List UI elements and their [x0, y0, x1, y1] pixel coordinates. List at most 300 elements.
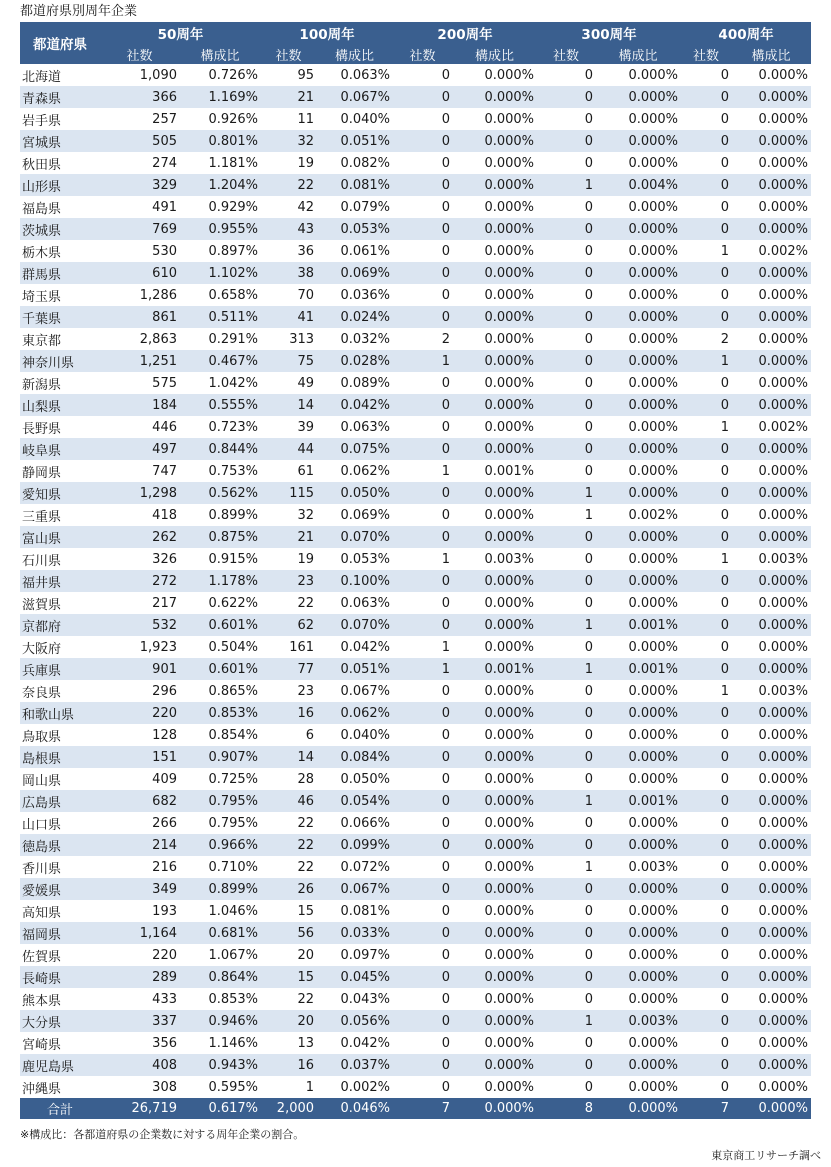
- ratio-cell: 0.000%: [484, 683, 535, 699]
- prefecture-name: 埼玉県: [22, 289, 62, 305]
- count-cell: 193: [152, 903, 177, 919]
- ratio-cell: 1.067%: [208, 947, 259, 963]
- count-cell: 23: [261, 570, 316, 592]
- count-cell: 366: [100, 86, 179, 108]
- ratio-cell: 0.070%: [316, 526, 393, 548]
- count-cell: 22: [261, 174, 316, 196]
- table-row: [20, 108, 811, 130]
- count-cell: 0: [393, 966, 452, 988]
- prefecture-name: 北海道: [22, 69, 62, 85]
- count-cell: 22: [297, 859, 315, 875]
- count-cell: 308: [152, 1079, 177, 1095]
- count-cell: 0: [393, 1010, 452, 1032]
- ratio-cell: 0.000%: [484, 639, 535, 655]
- count-cell: 1: [720, 243, 730, 259]
- ratio-cell: 0.622%: [208, 595, 259, 611]
- ratio-cell: 0.000%: [595, 1054, 681, 1076]
- anniversary-table: [20, 22, 811, 1119]
- ratio-cell: 0.000%: [484, 903, 535, 919]
- prefecture-name: 富山県: [20, 526, 100, 548]
- count-cell: 0: [537, 262, 595, 284]
- count-cell: 1: [584, 507, 594, 523]
- ratio-cell: 0.929%: [208, 199, 259, 215]
- table-row: [20, 878, 811, 900]
- ratio-cell: 0.467%: [179, 350, 261, 372]
- ratio-cell: 0.000%: [731, 174, 811, 196]
- count-cell: 0: [537, 570, 595, 592]
- count-cell: 75: [261, 350, 316, 372]
- count-cell: 0: [681, 570, 731, 592]
- header-group-100: 100周年: [261, 22, 393, 44]
- count-cell: 409: [152, 771, 177, 787]
- ratio-cell: 0.000%: [452, 1054, 537, 1076]
- ratio-cell: 0.000%: [595, 746, 681, 768]
- table-row: [20, 460, 811, 482]
- prefecture-name: 山梨県: [20, 394, 100, 416]
- count-cell: 0: [537, 130, 595, 152]
- count-cell: 0: [720, 1035, 730, 1051]
- ratio-cell: 0.000%: [595, 218, 681, 240]
- count-cell: 42: [297, 199, 315, 215]
- table-row: [20, 746, 811, 768]
- ratio-cell: 0.725%: [208, 771, 259, 787]
- table-row: [20, 504, 811, 526]
- count-cell: 26: [261, 878, 316, 900]
- prefecture-name: 新潟県: [22, 377, 62, 393]
- ratio-cell: 0.000%: [595, 306, 681, 328]
- prefecture-name: 鳥取県: [22, 729, 62, 745]
- ratio-cell: 1.146%: [208, 1035, 259, 1051]
- count-cell: 0: [393, 174, 452, 196]
- count-cell: 0: [681, 306, 731, 328]
- count-cell: 184: [100, 394, 179, 416]
- ratio-cell: 0.000%: [484, 419, 535, 435]
- table-row: [20, 64, 811, 86]
- ratio-cell: 0.070%: [316, 614, 393, 636]
- ratio-cell: 0.000%: [595, 394, 681, 416]
- ratio-cell: 0.069%: [316, 262, 393, 284]
- count-cell: 266: [152, 815, 177, 831]
- count-cell: 0: [720, 991, 730, 1007]
- table-row: [20, 922, 811, 944]
- ratio-cell: 0.000%: [484, 199, 535, 215]
- ratio-cell: 0.000%: [758, 287, 809, 303]
- count-cell: 1: [537, 614, 595, 636]
- ratio-cell: 0.000%: [758, 771, 809, 787]
- count-cell: 861: [100, 306, 179, 328]
- count-cell: 0: [681, 1054, 731, 1076]
- ratio-cell: 0.000%: [628, 419, 679, 435]
- count-cell: 0: [720, 771, 730, 787]
- ratio-cell: 0.001%: [595, 790, 681, 812]
- ratio-cell: 0.081%: [316, 174, 393, 196]
- table-row: [20, 1076, 811, 1098]
- count-cell: 0: [584, 947, 594, 963]
- count-cell: 15: [297, 903, 315, 919]
- count-cell: 11: [297, 111, 315, 127]
- ratio-cell: 0.056%: [316, 1010, 393, 1032]
- ratio-cell: 0.024%: [316, 306, 393, 328]
- count-cell: 77: [261, 658, 316, 680]
- ratio-cell: 0.000%: [758, 199, 809, 215]
- prefecture-name: 愛媛県: [20, 878, 100, 900]
- count-cell: 23: [297, 683, 315, 699]
- ratio-cell: 0.000%: [628, 639, 679, 655]
- count-cell: 21: [261, 86, 316, 108]
- prefecture-name: 和歌山県: [20, 702, 100, 724]
- table-row: [20, 284, 811, 306]
- count-cell: 329: [100, 174, 179, 196]
- table-row: [20, 526, 811, 548]
- ratio-cell: 0.000%: [758, 595, 809, 611]
- ratio-cell: 0.036%: [340, 287, 391, 303]
- count-cell: 46: [261, 790, 316, 812]
- count-cell: 16: [261, 702, 316, 724]
- count-cell: 16: [261, 1054, 316, 1076]
- count-cell: 0: [441, 683, 451, 699]
- ratio-cell: 0.555%: [179, 394, 261, 416]
- count-cell: 0: [720, 507, 730, 523]
- count-cell: 44: [261, 438, 316, 460]
- ratio-cell: 0.079%: [340, 199, 391, 215]
- count-cell: 0: [584, 375, 594, 391]
- ratio-cell: 0.001%: [595, 658, 681, 680]
- count-cell: 8: [537, 1098, 595, 1119]
- prefecture-name: 島根県: [20, 746, 100, 768]
- ratio-cell: 0.000%: [595, 702, 681, 724]
- ratio-cell: 0.000%: [452, 966, 537, 988]
- ratio-cell: 0.000%: [758, 111, 809, 127]
- count-cell: 61: [297, 463, 315, 479]
- table-header: [20, 22, 811, 64]
- count-cell: 610: [100, 262, 179, 284]
- count-cell: 446: [152, 419, 177, 435]
- count-cell: 530: [152, 243, 177, 259]
- count-cell: 20: [261, 1010, 316, 1032]
- count-cell: 0: [584, 287, 594, 303]
- ratio-cell: 0.926%: [208, 111, 259, 127]
- table-row: [20, 724, 811, 746]
- ratio-cell: 0.000%: [628, 727, 679, 743]
- ratio-cell: 0.062%: [340, 463, 391, 479]
- table-row: [20, 482, 811, 504]
- prefecture-name: 秋田県: [22, 157, 62, 173]
- table-row: [20, 680, 811, 702]
- ratio-cell: 0.000%: [484, 727, 535, 743]
- ratio-cell: 0.000%: [731, 526, 811, 548]
- ratio-cell: 0.000%: [758, 639, 809, 655]
- ratio-cell: 0.000%: [758, 1079, 809, 1095]
- prefecture-name: 長崎県: [20, 966, 100, 988]
- count-cell: 0: [441, 595, 451, 611]
- ratio-cell: 0.000%: [628, 595, 679, 611]
- ratio-cell: 0.089%: [340, 375, 391, 391]
- prefecture-name: 群馬県: [20, 262, 100, 284]
- ratio-cell: 0.000%: [452, 614, 537, 636]
- count-cell: 0: [393, 130, 452, 152]
- ratio-cell: 0.099%: [316, 834, 393, 856]
- ratio-cell: 0.004%: [595, 174, 681, 196]
- ratio-cell: 1.169%: [179, 86, 261, 108]
- count-cell: 22: [297, 991, 315, 1007]
- ratio-cell: 0.511%: [179, 306, 261, 328]
- count-cell: 0: [393, 262, 452, 284]
- count-cell: 0: [681, 174, 731, 196]
- count-cell: 0: [584, 419, 594, 435]
- count-cell: 32: [297, 507, 315, 523]
- ratio-cell: 0.000%: [595, 966, 681, 988]
- header-group-200: 200周年: [393, 22, 537, 44]
- ratio-cell: 0.000%: [628, 551, 679, 567]
- ratio-cell: 0.084%: [316, 746, 393, 768]
- count-cell: 38: [261, 262, 316, 284]
- count-cell: 0: [537, 922, 595, 944]
- ratio-cell: 0.000%: [484, 815, 535, 831]
- ratio-cell: 0.032%: [340, 331, 391, 347]
- count-cell: 1: [681, 350, 731, 372]
- ratio-cell: 0.915%: [208, 551, 259, 567]
- count-cell: 289: [100, 966, 179, 988]
- table-row: [20, 416, 811, 438]
- count-cell: 0: [441, 1079, 451, 1095]
- header-prefecture: 都道府県: [20, 22, 100, 64]
- ratio-cell: 1.204%: [179, 174, 261, 196]
- table-row: [20, 834, 811, 856]
- ratio-cell: 0.562%: [179, 482, 261, 504]
- count-cell: 0: [537, 878, 595, 900]
- ratio-cell: 0.000%: [484, 507, 535, 523]
- count-cell: 1: [305, 1079, 315, 1095]
- count-cell: 0: [441, 815, 451, 831]
- ratio-cell: 0.291%: [208, 331, 259, 347]
- count-cell: 497: [100, 438, 179, 460]
- count-cell: 39: [297, 419, 315, 435]
- ratio-cell: 0.000%: [731, 658, 811, 680]
- count-cell: 0: [681, 790, 731, 812]
- count-cell: 0: [720, 67, 730, 83]
- table-row: [20, 306, 811, 328]
- footnote: ※構成比：各都道府県の企業数に対する周年企業の割合。: [20, 1128, 305, 1141]
- table-row: [20, 966, 811, 988]
- ratio-cell: 0.000%: [628, 243, 679, 259]
- count-cell: 0: [537, 218, 595, 240]
- count-cell: 0: [681, 966, 731, 988]
- prefecture-name: 京都府: [20, 614, 100, 636]
- count-cell: 0: [720, 947, 730, 963]
- ratio-cell: 0.000%: [452, 702, 537, 724]
- ratio-cell: 0.000%: [595, 570, 681, 592]
- ratio-cell: 0.040%: [340, 727, 391, 743]
- count-cell: 262: [100, 526, 179, 548]
- table-row: [20, 218, 811, 240]
- prefecture-name: 栃木県: [22, 245, 62, 261]
- prefecture-name: 山口県: [22, 817, 62, 833]
- header-group-50: 50周年: [100, 22, 261, 44]
- count-cell: 0: [720, 375, 730, 391]
- count-cell: 19: [297, 155, 315, 171]
- count-cell: 0: [537, 526, 595, 548]
- header-count: 社数: [261, 44, 316, 64]
- ratio-cell: 0.000%: [484, 991, 535, 1007]
- ratio-cell: 0.943%: [179, 1054, 261, 1076]
- table-row: [20, 614, 811, 636]
- prefecture-name: 沖縄県: [22, 1081, 62, 1097]
- count-cell: 0: [441, 375, 451, 391]
- count-cell: 0: [537, 350, 595, 372]
- count-cell: 22: [297, 815, 315, 831]
- count-cell: 0: [441, 67, 451, 83]
- count-cell: 1,164: [100, 922, 179, 944]
- table-row: [20, 768, 811, 790]
- count-cell: 0: [681, 746, 731, 768]
- header-ratio: 構成比: [731, 44, 811, 64]
- ratio-cell: 0.002%: [628, 507, 679, 523]
- count-cell: 0: [441, 111, 451, 127]
- ratio-cell: 0.000%: [628, 1079, 679, 1095]
- ratio-cell: 0.955%: [179, 218, 261, 240]
- count-cell: 0: [393, 614, 452, 636]
- prefecture-name: 山形県: [20, 174, 100, 196]
- table-row: [20, 988, 811, 1010]
- count-cell: 0: [441, 155, 451, 171]
- count-cell: 0: [393, 1054, 452, 1076]
- count-cell: 62: [261, 614, 316, 636]
- ratio-cell: 0.000%: [628, 815, 679, 831]
- count-cell: 0: [681, 834, 731, 856]
- count-cell: 0: [537, 746, 595, 768]
- prefecture-name: 鹿児島県: [20, 1054, 100, 1076]
- ratio-cell: 0.000%: [595, 526, 681, 548]
- count-cell: 296: [152, 683, 177, 699]
- count-cell: 0: [441, 199, 451, 215]
- count-cell: 1,090: [139, 67, 177, 83]
- count-cell: 0: [441, 507, 451, 523]
- header-ratio: 構成比: [179, 44, 261, 64]
- ratio-cell: 0.000%: [628, 1035, 679, 1051]
- ratio-cell: 0.000%: [628, 67, 679, 83]
- count-cell: 0: [441, 903, 451, 919]
- ratio-cell: 0.000%: [452, 570, 537, 592]
- count-cell: 1: [584, 859, 594, 875]
- ratio-cell: 0.000%: [731, 702, 811, 724]
- ratio-cell: 0.000%: [731, 834, 811, 856]
- ratio-cell: 0.082%: [340, 155, 391, 171]
- prefecture-name: 福井県: [20, 570, 100, 592]
- ratio-cell: 0.000%: [452, 438, 537, 460]
- ratio-cell: 0.753%: [208, 463, 259, 479]
- ratio-cell: 0.100%: [316, 570, 393, 592]
- ratio-cell: 0.000%: [758, 815, 809, 831]
- count-cell: 0: [681, 614, 731, 636]
- count-cell: 0: [393, 790, 452, 812]
- ratio-cell: 0.067%: [316, 878, 393, 900]
- ratio-cell: 0.000%: [452, 790, 537, 812]
- table-row: [20, 350, 811, 372]
- count-cell: 0: [537, 306, 595, 328]
- prefecture-name: 香川県: [22, 861, 62, 877]
- count-cell: 1: [537, 482, 595, 504]
- table-row: [20, 702, 811, 724]
- count-cell: 0: [393, 86, 452, 108]
- prefecture-name: 岡山県: [22, 773, 62, 789]
- prefecture-name: 福岡県: [20, 922, 100, 944]
- ratio-cell: 0.000%: [758, 463, 809, 479]
- count-cell: 0: [393, 394, 452, 416]
- table-row: [20, 548, 811, 570]
- table-row: [20, 790, 811, 812]
- count-cell: 0: [584, 155, 594, 171]
- ratio-cell: 0.000%: [452, 218, 537, 240]
- ratio-cell: 0.000%: [595, 438, 681, 460]
- ratio-cell: 0.801%: [179, 130, 261, 152]
- ratio-cell: 0.000%: [452, 482, 537, 504]
- count-cell: 13: [297, 1035, 315, 1051]
- count-cell: 0: [537, 86, 595, 108]
- count-cell: 1: [537, 1010, 595, 1032]
- ratio-cell: 0.000%: [731, 306, 811, 328]
- count-cell: 6: [305, 727, 315, 743]
- count-cell: 326: [152, 551, 177, 567]
- ratio-cell: 0.000%: [628, 199, 679, 215]
- ratio-cell: 0.000%: [595, 922, 681, 944]
- ratio-cell: 0.504%: [208, 639, 259, 655]
- count-cell: 575: [152, 375, 177, 391]
- prefecture-name: 福島県: [22, 201, 62, 217]
- ratio-cell: 0.000%: [731, 1054, 811, 1076]
- prefecture-name: 石川県: [22, 553, 62, 569]
- prefecture-name: 大阪府: [22, 641, 62, 657]
- count-cell: 901: [100, 658, 179, 680]
- count-cell: 0: [584, 771, 594, 787]
- table-row: [20, 152, 811, 174]
- count-cell: 1: [393, 350, 452, 372]
- count-cell: 1: [537, 790, 595, 812]
- count-cell: 0: [393, 438, 452, 460]
- table-row: [20, 1010, 811, 1032]
- count-cell: 0: [720, 287, 730, 303]
- ratio-cell: 0.000%: [452, 878, 537, 900]
- count-cell: 418: [152, 507, 177, 523]
- count-cell: 0: [393, 878, 452, 900]
- ratio-cell: 0.000%: [758, 1035, 809, 1051]
- count-cell: 0: [720, 903, 730, 919]
- count-cell: 0: [393, 218, 452, 240]
- ratio-cell: 0.002%: [340, 1079, 391, 1095]
- count-cell: 22: [297, 595, 315, 611]
- count-cell: 151: [100, 746, 179, 768]
- ratio-cell: 0.000%: [758, 507, 809, 523]
- ratio-cell: 0.875%: [179, 526, 261, 548]
- prefecture-name: 熊本県: [22, 993, 62, 1009]
- ratio-cell: 0.003%: [628, 859, 679, 875]
- count-cell: 216: [152, 859, 177, 875]
- ratio-cell: 0.001%: [595, 614, 681, 636]
- count-cell: 1,286: [139, 287, 177, 303]
- prefecture-name: 合計: [20, 1098, 100, 1119]
- prefecture-name: 千葉県: [20, 306, 100, 328]
- ratio-cell: 0.000%: [628, 947, 679, 963]
- ratio-cell: 0.062%: [316, 702, 393, 724]
- table-row: [20, 592, 811, 614]
- ratio-cell: 0.000%: [452, 262, 537, 284]
- count-cell: 0: [681, 218, 731, 240]
- ratio-cell: 0.865%: [208, 683, 259, 699]
- ratio-cell: 0.000%: [731, 350, 811, 372]
- ratio-cell: 0.050%: [316, 482, 393, 504]
- ratio-cell: 0.072%: [340, 859, 391, 875]
- count-cell: 128: [152, 727, 177, 743]
- count-cell: 0: [393, 746, 452, 768]
